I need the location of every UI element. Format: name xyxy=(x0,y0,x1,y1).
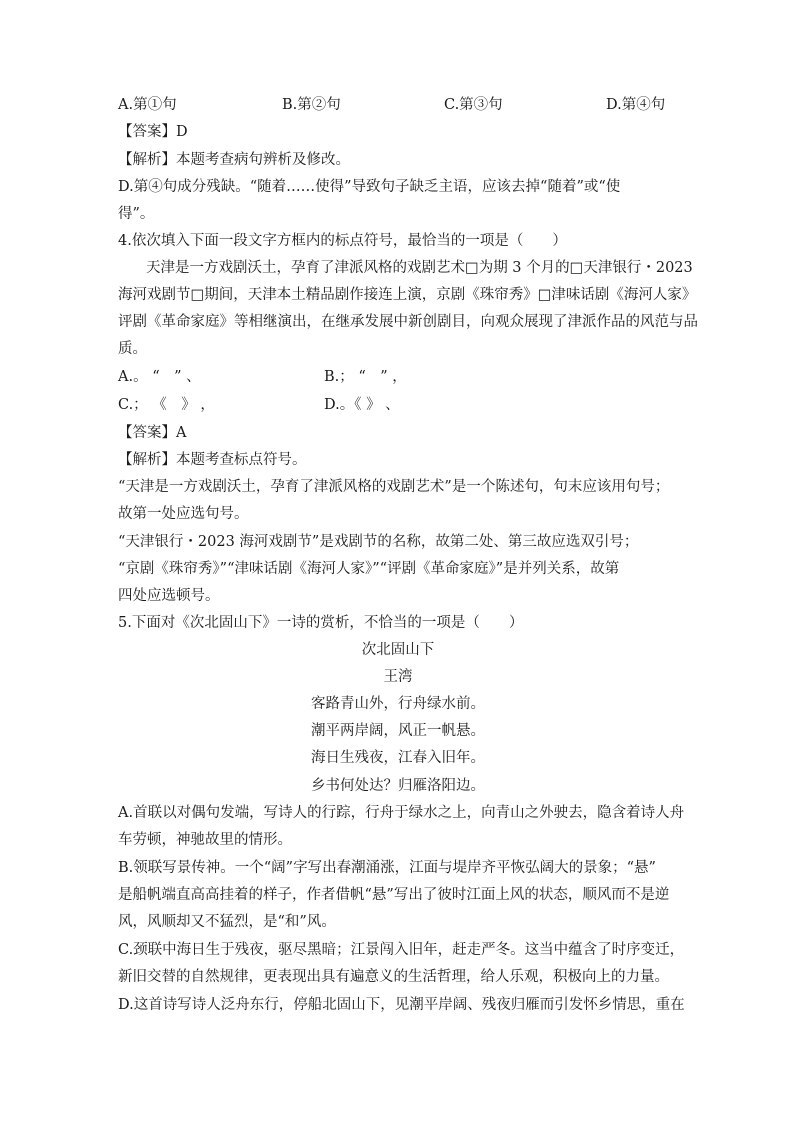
poem-author: 王湾 xyxy=(383,669,413,685)
q4-explanation-line: 四处应选顿号。 xyxy=(118,588,220,604)
q4-stem: 4.依次填入下面一段文字方框内的标点符号，最恰当的一项是（ ） xyxy=(118,233,567,249)
poem-line: 客路青山外，行舟绿水前。 xyxy=(311,696,485,712)
q5-option-b: B.领联写景传神。一个“阔”字写出春潮涌涨，江面与堤岸齐平恢弘阔大的景象；“悬” xyxy=(118,860,656,876)
q3-analysis: 【解析】本题考查病句辨析及修改。 xyxy=(118,152,350,168)
q5-option-a: A.首联以对偶句发端，写诗人的行踪，行舟于绿水之上，向青山之外驶去，隐含着诗人舟 xyxy=(118,805,685,821)
q4-explanation-line: “京剧《珠帘秀》”“津味话剧《海河人家》”“评剧《革命家庭》”是并列关系，故第 xyxy=(118,561,620,577)
q5-option-d: D.这首诗写诗人泛舟东行，停船北固山下，见潮平岸阔、残夜归雁而引发怀乡情思，重在 xyxy=(118,997,685,1013)
q3-option-a: A.第①句 xyxy=(118,97,177,113)
q4-explanation-line: “天津是一方戏剧沃土，孕育了津派风格的戏剧艺术”是一个陈述句，句末应该用句号； xyxy=(118,479,670,495)
q5-option-c-cont: 新旧交替的自然规律，更表现出具有遍意义的生活哲理，给人乐观，积极向上的力量。 xyxy=(118,969,669,985)
q4-passage-line: 海河戏剧节□期间，天津本土精品剧作接连上演，京剧《珠帘秀》□津味话剧《海河人家》 xyxy=(118,287,697,303)
poem-line: 潮平两岸阔，风正一帆悬。 xyxy=(311,723,485,739)
q4-explanation-line: “天津银行・2023 海河戏剧节”是戏剧节的名称，故第二处、第三故应选双引号； xyxy=(118,534,639,550)
q4-passage-line: 质。 xyxy=(118,341,147,357)
q4-analysis: 【解析】本题考查标点符号。 xyxy=(118,452,307,468)
q4-answer: 【答案】A xyxy=(118,425,187,441)
poem-line: 乡书何处达？归雁洛阳边。 xyxy=(311,778,485,794)
q3-explanation-line: D.第④句成分残缺。“随着……使得”导致句子缺乏主语，应该去掉“随着”或“使 xyxy=(118,179,621,195)
q4-passage-line: 评剧《革命家庭》等相继演出，在继承发展中新创剧目，向观众展现了津派作品的风范与品 xyxy=(118,314,698,330)
q4-explanation-line: 故第一处应选句号。 xyxy=(118,506,249,522)
q3-option-c: C.第③句 xyxy=(444,97,503,113)
poem-line: 海日生残夜，江春入旧年。 xyxy=(311,750,485,766)
q4-option-a: A.。 “ ” 、 xyxy=(118,369,201,385)
q4-option-c: C.； 《 》 ， xyxy=(118,397,215,413)
q4-option-b: B.； “ ” ， xyxy=(324,369,407,385)
q5-option-c: C.颈联中海日生于残夜，驱尽黑暗；江景闯入旧年，赶走严冬。这当中蕴含了时序变迁， xyxy=(118,942,685,958)
q5-option-b-cont: 是船帆端直高高挂着的样子，作者借帆“悬”写出了彼时江面上风的状态，顺风而不是逆 xyxy=(118,887,670,903)
q5-option-a-cont: 车劳顿，神驰故里的情形。 xyxy=(118,832,292,848)
q5-option-b-cont: 风，风顺却又不猛烈，是“和”风。 xyxy=(118,914,336,930)
q3-option-d: D.第④句 xyxy=(606,97,666,113)
q3-explanation-line: 得”。 xyxy=(118,206,155,222)
q3-answer: 【答案】D xyxy=(118,124,188,140)
poem-title: 次北固山下 xyxy=(361,642,435,658)
q3-option-b: B.第②句 xyxy=(282,97,341,113)
q5-stem: 5.下面对《次北固山下》一诗的赏析，不恰当的一项是（ ） xyxy=(118,615,524,631)
q4-passage-line: 天津是一方戏剧沃土，孕育了津派风格的戏剧艺术□为期 3 个月的□天津银行・2023 xyxy=(146,260,693,276)
q4-option-d: D.。《 》 、 xyxy=(324,397,400,413)
